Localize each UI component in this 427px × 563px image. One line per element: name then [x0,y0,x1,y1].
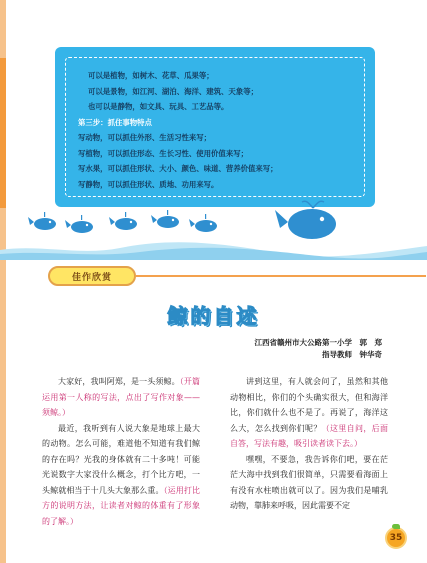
tips-line: 也可以是静物，如文具、玩具、工艺品等。 [88,102,229,111]
tips-line: 写植物，可以抓住形态、生长习性、使用价值来写； [78,148,248,158]
paragraph-text: 讲到这里，有人就会问了，虽然和其他动物相比，你们的个头确实很大，但和海洋比，你们就什么也不是了。再说了，海洋这么大，怎么找到你们呢？ [230,377,388,433]
section-divider [136,275,426,277]
tips-box [55,47,375,207]
whale-illustration [0,200,427,260]
article-paragraph [42,374,200,421]
section-tag [48,266,136,286]
leaf-icon [392,524,400,529]
annotation-note: （这里自问，后面自答，写法有趣，吸引读者读下去。） [230,423,389,448]
article-column-right [230,374,388,514]
paragraph-text: 大家好，我叫阿郑，是一头须鲸。 [58,377,180,386]
article-paragraph [42,421,200,530]
section-tag-label: 佳作欣赏 [71,272,112,283]
author-line: 江西省赣州市大公路第一小学 郭 郑 [254,338,382,347]
article-title: 鲸的自述 [167,304,260,328]
tips-line: 写静物，可以抓住形状、质地、功用来写。 [78,179,219,189]
tips-line: 可以是景物，如江河、湖泊、海洋、建筑、天象等； [88,86,258,96]
tips-line: 写水果，可以抓住形状、大小、颜色、味道、营养价值来写； [78,164,278,173]
teacher-line: 指导教师 钟华奇 [322,350,382,359]
tips-box-frame [65,57,365,197]
article-paragraph [230,452,388,514]
tips-step-heading: 第三步：抓住事物特点 [78,117,152,127]
article-column-left [42,374,200,529]
tips-line: 可以是植物，如树木、花草、瓜果等； [88,71,214,80]
paragraph-text: 嘿嘿，不要急，我告诉你们吧，要在茫茫大海中找到我们很简单，只需要看海面上有没有水柱喷出就可以了。因为我们是哺乳动物，靠肺来呼吸，因此需要不定 [230,454,388,510]
annotation-note: （运用打比方的说明方法，让读者对鲸的体重有了形象的了解。） [42,485,200,526]
annotation-note: （开篇运用第一人称的写法，点出了写作对象——须鲸。） [42,377,201,417]
tips-line: 写动物，可以抓住外形、生活习性来写； [78,133,212,142]
page-edge-mark [0,58,6,208]
author-block [255,337,383,361]
article-paragraph [230,374,388,452]
page-number-badge [385,527,407,549]
page-number: 35 [389,533,403,543]
article-title-wrap [0,300,427,329]
paragraph-text: 最近，我听到有人说大象是地球上最大的动物。怎么可能，难道他不知道有我们鲸的存在吗？光我的身体就有二十多吨！可能光说数字大家没什么概念，打个比方吧，一头鲸就相当于十几头大象那么重。 [42,423,200,495]
page-edge-strip [0,0,6,563]
